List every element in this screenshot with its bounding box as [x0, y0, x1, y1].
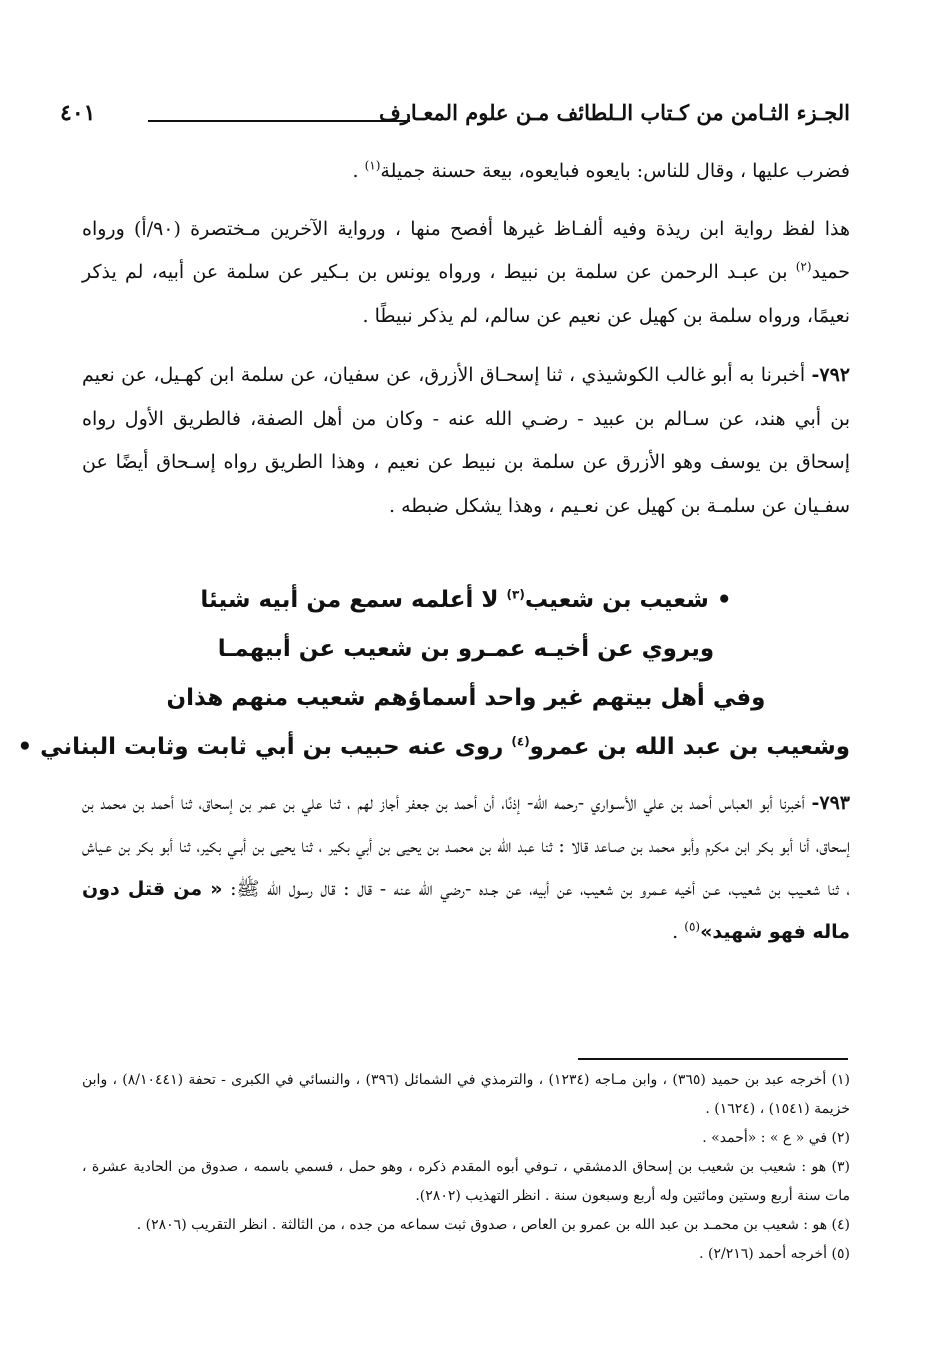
- footnote-3: (٣) هو : شعيب بن شعيب بن إسحاق الدمشقي ، تـوفي أبوه المقدم ذكره ، وهو حمل ، فسمي باسمه ، صدوق من الحادية عشرة ، مات سنة أربع وستين ومائتين وله أربع وسبعون سنة . انظر التهذيب (٢٨٠٢).: [82, 1159, 850, 1204]
- page-number: ٤٠١: [60, 100, 96, 126]
- footnote-ref: (١): [364, 158, 381, 173]
- footnote-2: (٢) في « ع » : «أحمد» .: [702, 1130, 850, 1146]
- footnote-ref: (٢): [795, 259, 812, 274]
- header-title: الجـزء الثـامن من كـتاب الـلطائف مـن علوم المعـارف: [378, 100, 850, 125]
- paragraph-text: فضرب عليها ، وقال للناس: بايعوه فبايعوه، بيعة حسنة جميلة: [380, 160, 850, 182]
- paragraph-793: [82, 782, 850, 954]
- paragraph-text: هذا لفظ رواية ابن ريذة وفيه ألفـاظ غيرها أفصح منها ، ورواية الآخرين مـختصرة (٩٠/أ) ورواه حميد: [82, 217, 850, 283]
- paragraph-text: أخبرنا أبو العباس أحمد بن علي الأسـواري -رحمه الله- إذنًا، أن أحمد بن جعفر أجاز لهم ، ثنا علي بن عمر بن إسحاق، ثنا أحمد بن محمد بن إسحاق، أنا أبو بكر ابن مكرم وأبو محمد بن صـاعد قالا : ثنا عبد الله بن محمـد بن يحيى بن أبي بكير ، ثنا يحيى بن أبـي بكير، ثنا أبو بكر بن عـياش ، ثنا شعـيب بن شعيب، عـن أخيه عـمرو بن شعيب، عن أبيه، عن جـده -رضي الله عنه - قال : قال رسول الله ﷺ:: [82, 792, 851, 900]
- footnote-rule: [578, 1058, 848, 1060]
- main-text-top: [82, 150, 850, 528]
- running-header: [60, 100, 850, 140]
- paragraph-continuation: [82, 150, 850, 194]
- paragraph-text: بن عبـد الرحمن عن سلمة بن نبيط ، ورواه يونس بن بـكير عن سلمة عن أبيه، لم يذكر نعيمًا، ورواه سلمة بن كهيل عن نعيم عن سالم، لم يذكر نبيطًا .: [82, 261, 850, 327]
- footnotes: [82, 1066, 850, 1269]
- paragraph-end: .: [672, 921, 685, 943]
- hadith-quote: « من قتل دون ماله فهو شهيد»: [82, 878, 850, 943]
- heading-line: ويروي عن أخيـه عمـرو بن شعيب عن أبيهمـا: [217, 636, 715, 662]
- section-heading: [17, 576, 850, 772]
- footnote-1: (١) أخرجه عبد بن حميد (٣٦٥) ، وابن مـاجه (١٢٣٤) ، والترمذي في الشمائل (٣٩٦) ، والنسائي في الكبرى - تحفة (٨/١٠٤٤١) ، وابن خزيمة (١٥٤١) ، (١٦٢٤) .: [82, 1072, 850, 1117]
- paragraph-792: [82, 354, 850, 528]
- hadith-number: ٧٩٢-: [811, 364, 850, 386]
- paragraph-text: أخبرنا به أبو غالب الكوشيذي ، ثنا إسحـاق الأزرق، عن سفيان، عن سلمة ابن كهـيل، عن نعيم بن أبي هند، عن سـالم بن عبيد - رضـي الله عنه - وكان من أهل الصفة، فالطريق الأول رواه إسحاق بن يوسف وهو الأزرق عن سلمة بن نبيط عن نعيم ، وهذا الطريق رواه إسـحاق أيضًا عن سفـيان عن سلمـة بن كهيل عن نعـيم ، وهذا يشكل ضبطه .: [82, 364, 850, 517]
- header-rule: [148, 120, 410, 122]
- heading-line: وفي أهل بيتهم غير واحد أسماؤهم شعيب منهم هذان: [166, 685, 766, 711]
- footnote-ref: (٥): [684, 919, 701, 934]
- footnote-ref: (٤): [511, 734, 530, 749]
- heading-line: [82, 576, 850, 625]
- paragraph: [82, 208, 850, 339]
- main-text-bottom: [82, 782, 850, 954]
- heading-text: روى عنه حبيب بن أبي ثابت وثابت البناني •: [17, 734, 512, 760]
- paragraph-end: .: [352, 160, 365, 182]
- footnote-5: (٥) أخرجه أحمد (٢/٢١٦) .: [699, 1246, 850, 1262]
- heading-text: لا أعلمه سمع من أبيه شيئا: [200, 587, 507, 613]
- heading-text: وشعيب بن عبد الله بن عمرو: [529, 734, 850, 760]
- heading-line: [17, 723, 850, 772]
- footnote-ref: (٣): [506, 587, 525, 602]
- heading-text: • شعيب بن شعيب: [524, 587, 732, 613]
- hadith-number: ٧٩٣-: [811, 792, 850, 814]
- footnote-4: (٤) هو : شعيب بن محمـد بن عبد الله بن عمرو بن العاص ، صدوق ثبت سماعه من جده ، من الثالثة . انظر التقريب (٢٨٠٦) .: [136, 1217, 850, 1233]
